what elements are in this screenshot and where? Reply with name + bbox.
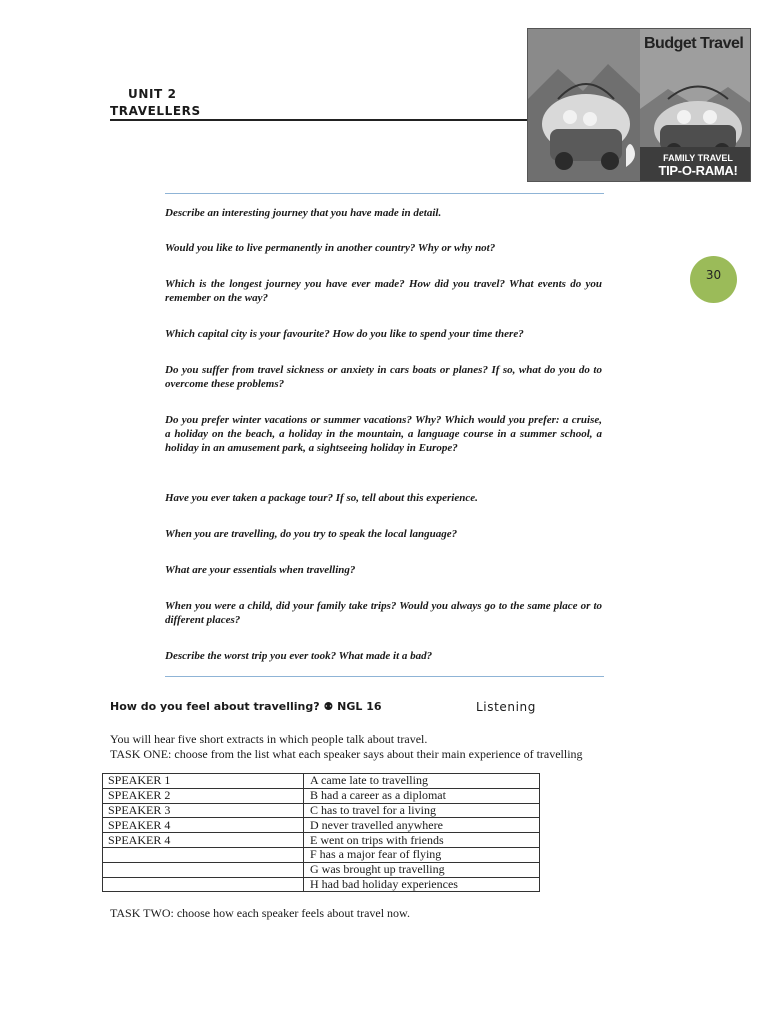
speaker-cell bbox=[103, 847, 304, 862]
listening-label: Listening bbox=[476, 700, 536, 714]
table-row bbox=[103, 818, 540, 833]
table-row bbox=[103, 774, 540, 789]
cover-headline: TIP-O-RAMA! bbox=[658, 163, 738, 178]
table-row bbox=[103, 833, 540, 848]
question-item: Have you ever taken a package tour? If so, tell about this experience. bbox=[165, 492, 478, 504]
speaker-cell bbox=[103, 877, 304, 892]
question-item: Which is the longest journey you have ever made? How did you travel? What events do you remember on the way? bbox=[165, 278, 602, 304]
speaker-cell: SPEAKER 3 bbox=[103, 803, 304, 818]
table-row bbox=[103, 877, 540, 892]
option-cell: D never travelled anywhere bbox=[304, 818, 540, 833]
unit-title: TRAVELLERS bbox=[110, 104, 201, 118]
header-divider bbox=[110, 119, 528, 121]
questions-top-rule bbox=[165, 193, 604, 194]
table-row bbox=[103, 803, 540, 818]
unit-number: UNIT 2 bbox=[128, 87, 177, 101]
task-one-table bbox=[102, 773, 540, 892]
page-number: 30 bbox=[705, 268, 722, 282]
speaker-cell: SPEAKER 2 bbox=[103, 788, 304, 803]
option-cell: G was brought up travelling bbox=[304, 862, 540, 877]
option-cell: C has to travel for a living bbox=[304, 803, 540, 818]
unit-header bbox=[110, 86, 201, 120]
question-item: Describe an interesting journey that you have made in detail. bbox=[165, 207, 442, 219]
option-cell: A came late to travelling bbox=[304, 774, 540, 789]
speaker-cell bbox=[103, 862, 304, 877]
questions-bottom-rule bbox=[165, 676, 604, 677]
question-item: When you are travelling, do you try to speak the local language? bbox=[165, 528, 458, 540]
task-two-line: TASK TWO: choose how each speaker feels about travel now. bbox=[110, 906, 410, 920]
question-item: What are your essentials when travelling? bbox=[165, 564, 356, 576]
cover-tagline: FAMILY TRAVEL bbox=[663, 153, 733, 163]
option-cell: B had a career as a diplomat bbox=[304, 788, 540, 803]
speaker-cell: SPEAKER 4 bbox=[103, 818, 304, 833]
task-one-line: TASK ONE: choose from the list what each speaker says about their main experience of travelling bbox=[110, 747, 583, 761]
option-cell: F has a major fear of flying bbox=[304, 847, 540, 862]
table-row bbox=[103, 847, 540, 862]
question-item: When you were a child, did your family take trips? Would you always go to the same place or to different places? bbox=[165, 600, 602, 626]
table-row bbox=[103, 862, 540, 877]
speaker-cell: SPEAKER 1 bbox=[103, 774, 304, 789]
page-number-badge bbox=[690, 256, 737, 303]
table-row bbox=[103, 788, 540, 803]
question-item: Would you like to live permanently in another country? Why or why not? bbox=[165, 242, 496, 254]
magazine-cover-image bbox=[527, 28, 751, 182]
question-item: Which capital city is your favourite? How do you like to spend your time there? bbox=[165, 328, 524, 340]
listening-instructions bbox=[110, 732, 583, 762]
intro-line: You will hear five short extracts in which people talk about travel. bbox=[110, 732, 428, 746]
question-item: Do you suffer from travel sickness or anxiety in cars boats or planes? If so, what do you do to overcome these problems? bbox=[165, 364, 602, 390]
listening-section-title: How do you feel about travelling? ⚉ NGL 16 bbox=[110, 700, 382, 713]
question-item: Do you prefer winter vacations or summer vacations? Why? Which would you prefer: a cruise, a holiday on the beach, a holiday in the mountain, a language course in a summer school, a holiday in an amusement park, a sightseeing holiday in Europe? bbox=[165, 414, 602, 454]
option-cell: E went on trips with friends bbox=[304, 833, 540, 848]
speaker-cell: SPEAKER 4 bbox=[103, 833, 304, 848]
option-cell: H had bad holiday experiences bbox=[304, 877, 540, 892]
cover-brand: Budget Travel bbox=[644, 35, 744, 52]
question-item: Describe the worst trip you ever took? What made it a bad? bbox=[165, 650, 433, 662]
